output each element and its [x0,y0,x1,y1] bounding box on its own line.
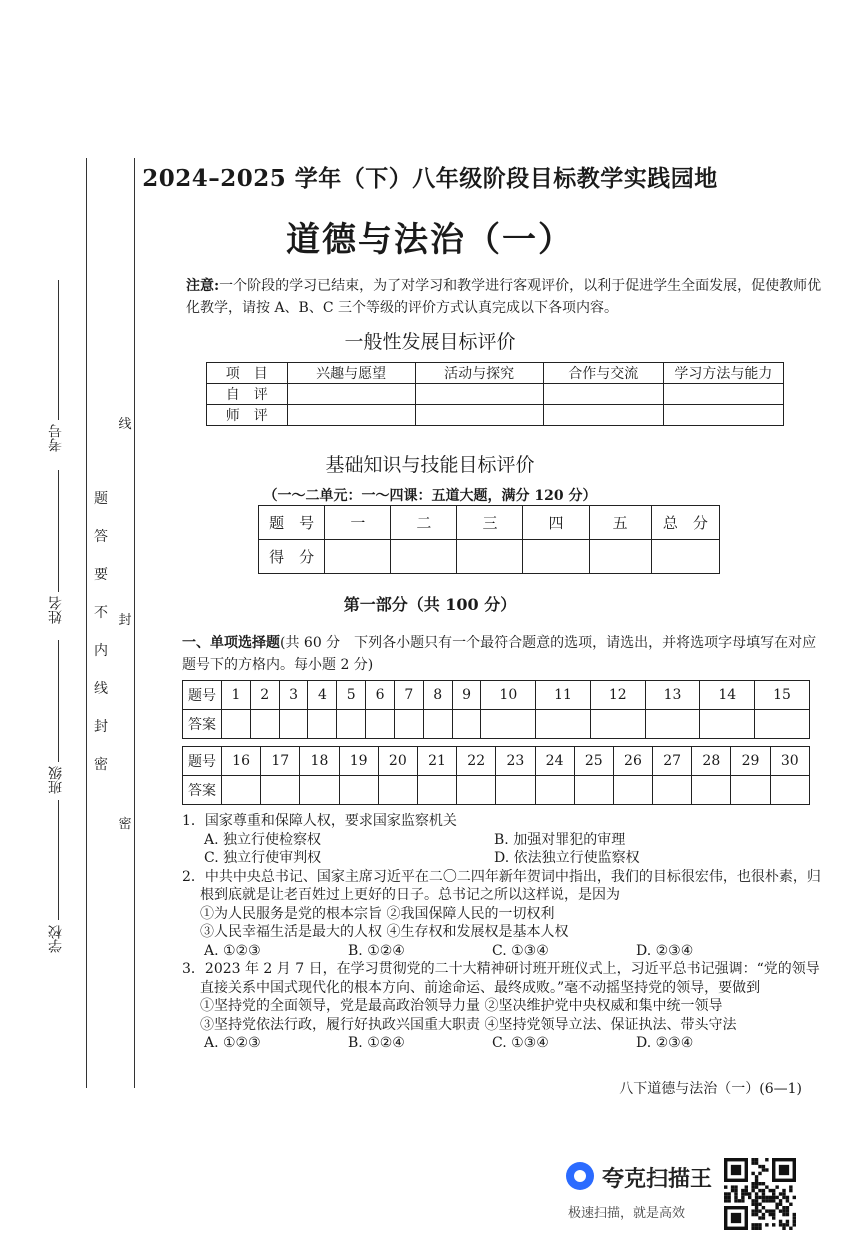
scanner-logo-icon [566,1162,594,1190]
answer-grid-1 [182,680,810,739]
label-class: 班级 [48,766,64,794]
answer-cell[interactable] [457,776,496,805]
option: A. ①②③ [204,1035,261,1051]
question-number-cell: 24 [535,747,574,776]
score-cell[interactable] [651,540,719,574]
question-number-cell: 22 [457,747,496,776]
seal-mi: 密 [118,817,132,832]
question-number-cell: 15 [755,681,810,710]
general-eval-table [206,362,784,426]
notice-label: 注意: [186,278,220,294]
header-cell: 总 分 [651,506,719,540]
section-one-desc: (共 60 分 下列各小题只有一个最符合题意的选项，请选出，并将选项字母填写在对应题号下的方格内。每小题 2 分) [182,635,817,673]
seal-char: 不 [94,605,108,621]
question-number-cell: 30 [770,747,809,776]
question-number-cell: 14 [700,681,755,710]
header-cell: 项 目 [207,363,288,384]
row-label: 题号 [183,747,222,776]
teacher-eval-cell[interactable] [415,405,543,426]
header-cell: 学习方法与能力 [663,363,783,384]
table-row [259,540,720,574]
question-number-cell: 6 [366,681,395,710]
question-number-cell: 5 [337,681,366,710]
option: B. ①②④ [348,1035,405,1051]
answer-cell[interactable] [366,710,395,739]
answer-cell[interactable] [590,710,645,739]
answer-cell[interactable] [574,776,613,805]
question-number-cell: 10 [481,681,536,710]
seal-char: 内 [94,643,108,659]
question-stem: 2．中共中央总书记、国家主席习近平在二〇二四年新年贺词中指出，我们的目标很宏伟，也很朴素，归根到底就是让老百姓过上更好的日子。总书记之所以这样说，是因为 [182,868,821,903]
answer-grid-2 [182,746,810,805]
table-row [183,747,810,776]
question-3 [182,960,822,1053]
statement: ③坚持党依法行政，履行好执政兴国重大职责 ④坚持党领导立法、保证执法、带头守法 [200,1016,737,1033]
question-number-cell: 3 [279,681,308,710]
blank-school [58,800,59,920]
answer-cell[interactable] [378,776,417,805]
header-cell: 活动与探究 [415,363,543,384]
answer-cell[interactable] [394,710,423,739]
teacher-eval-cell[interactable] [663,405,783,426]
header-cell: 三 [457,506,523,540]
option: D. ②③④ [636,942,694,959]
question-number-cell: 29 [731,747,770,776]
question-number-cell: 27 [653,747,692,776]
seal-char: 题 [94,491,108,507]
teacher-eval-cell[interactable] [543,405,663,426]
option: A. 独立行使检察权 [204,831,322,848]
statement: ①坚持党的全面领导，党是最高政治领导力量 ②坚决维护党中央权威和集中统一领导 [200,998,723,1014]
statement: ①为人民服务是党的根本宗旨 ②我国保障人民的一切权利 [200,905,555,922]
answer-cell[interactable] [337,710,366,739]
question-number-cell: 11 [536,681,591,710]
seal-feng: 封 [118,613,132,628]
self-eval-cell[interactable] [415,384,543,405]
basic-eval-subtitle: （一～二单元：一～四课：五道大题，满分 120 分） [263,488,597,504]
score-cell[interactable] [589,540,651,574]
header-cell: 四 [523,506,589,540]
page-footer: 八下道德与法治（一）(6—1) [619,1081,802,1097]
option-row [182,942,822,961]
table-row [207,384,784,405]
answer-cell[interactable] [261,776,300,805]
table-row [207,405,784,426]
question-stem: 1．国家尊重和保障人权，要求国家监察机关 [182,813,457,829]
option: B. 加强对罪犯的审理 [494,831,626,848]
question-number-cell: 12 [590,681,645,710]
option-row [182,849,822,868]
question-number-cell: 25 [574,747,613,776]
option: D. ②③④ [636,1035,694,1051]
option: B. ①②④ [348,942,405,959]
answer-cell[interactable] [645,710,700,739]
seal-char: 密 [94,757,108,773]
self-eval-cell[interactable] [663,384,783,405]
question-number-cell: 28 [692,747,731,776]
header-cell: 五 [589,506,651,540]
answer-cell[interactable] [755,710,810,739]
scanner-brand-name: 夸克扫描王 [602,1167,713,1192]
option-row [182,1034,822,1053]
table-row [183,776,810,805]
label-name: 姓名 [48,596,64,624]
answer-cell[interactable] [613,776,652,805]
self-eval-cell[interactable] [287,384,415,405]
header-cell: 题 号 [259,506,325,540]
row-label: 答案 [183,710,222,739]
answer-cell[interactable] [731,776,770,805]
table-row [207,363,784,384]
question-number-cell: 26 [613,747,652,776]
answer-cell[interactable] [279,710,308,739]
question-number-cell: 17 [261,747,300,776]
seal-char: 答 [94,529,108,545]
question-number-cell: 23 [496,747,535,776]
answer-cell[interactable] [770,776,809,805]
self-eval-cell[interactable] [543,384,663,405]
scanner-slogan: 极速扫描，就是高效 [568,1206,686,1221]
score-cell[interactable] [523,540,589,574]
seal-xian: 线 [118,417,132,432]
question-number-cell: 16 [222,747,261,776]
answer-cell[interactable] [222,776,261,805]
answer-cell[interactable] [535,776,574,805]
row-label: 自 评 [207,384,288,405]
answer-cell[interactable] [222,710,251,739]
option: C. ①③④ [492,942,549,959]
option: C. 独立行使审判权 [204,850,322,866]
header-cell: 一 [325,506,391,540]
section-one-label: 一、单项选择题 [182,635,280,651]
question-number-cell: 20 [378,747,417,776]
score-cell[interactable] [391,540,457,574]
qr-code-icon [724,1158,796,1230]
notice-text: 一个阶段的学习已结束，为了对学习和教学进行客观评价，以利于促进学生全面发展，促使教师优化教学，请按 A、B、C 三个等级的评价方式认真完成以下各项内容。 [186,278,822,316]
section-one-heading [182,632,822,676]
answer-cell[interactable] [339,776,378,805]
header-cell: 兴趣与愿望 [287,363,415,384]
question-number-cell: 4 [308,681,337,710]
seal-char: 要 [94,567,108,583]
option: A. ①②③ [204,942,261,959]
question-2 [182,868,822,961]
blank-class [58,640,59,762]
table-row [259,506,720,540]
answer-cell[interactable] [700,710,755,739]
answer-cell[interactable] [496,776,535,805]
row-label: 师 评 [207,405,288,426]
question-stem: 3．2023 年 2 月 7 日，在学习贯彻党的二十大精神研讨班开班仪式上，习近平总书记强调：“党的领导直接关系中国式现代化的根本方向、前途命运、最终成败。”毫不动摇坚持党的领导，要做到 [182,961,820,996]
question-number-cell: 1 [222,681,251,710]
binding-line-outer [86,158,87,1088]
score-table [258,505,720,574]
notice-paragraph [186,275,826,319]
table-row [183,681,810,710]
general-eval-title: 一般性发展目标评价 [344,331,516,353]
option: C. ①③④ [492,1035,549,1051]
subject-title: 道德与法治（一） [286,220,574,260]
question-number-cell: 18 [300,747,339,776]
question-number-cell: 7 [394,681,423,710]
row-label: 题号 [183,681,222,710]
seal-char: 线 [94,681,108,697]
question-number-cell: 13 [645,681,700,710]
question-list [182,812,822,1053]
answer-cell[interactable] [481,710,536,739]
option: D. 依法独立行使监察权 [494,850,640,866]
header-cell: 合作与交流 [543,363,663,384]
score-cell[interactable] [457,540,523,574]
binding-line-inner [134,158,135,1088]
table-row [183,710,810,739]
exam-series-title: 2024–2025 学年（下）八年级阶段目标教学实践园地 [142,165,718,192]
answer-cell[interactable] [452,710,481,739]
label-school: 学校 [48,925,64,953]
header-cell: 二 [391,506,457,540]
seal-instruction [93,488,109,792]
part-one-title: 第一部分（共 100 分） [343,595,517,614]
question-number-cell: 21 [417,747,456,776]
seal-char: 封 [94,719,108,735]
question-number-cell: 19 [339,747,378,776]
statement: ③人民幸福生活是最大的人权 ④生存权和发展权是基本人权 [200,924,569,940]
question-number-cell: 9 [452,681,481,710]
answer-cell[interactable] [423,710,452,739]
answer-cell[interactable] [653,776,692,805]
answer-cell[interactable] [300,776,339,805]
teacher-eval-cell[interactable] [287,405,415,426]
basic-eval-title: 基础知识与技能目标评价 [325,454,535,476]
row-label: 得 分 [259,540,325,574]
question-1 [182,812,822,868]
score-cell[interactable] [325,540,391,574]
answer-cell[interactable] [417,776,456,805]
question-number-cell: 2 [250,681,279,710]
label-exam-number: 考号 [48,424,64,452]
answer-cell[interactable] [692,776,731,805]
answer-cell[interactable] [308,710,337,739]
option-row [182,831,822,850]
question-number-cell: 8 [423,681,452,710]
answer-cell[interactable] [250,710,279,739]
row-label: 答案 [183,776,222,805]
answer-cell[interactable] [536,710,591,739]
